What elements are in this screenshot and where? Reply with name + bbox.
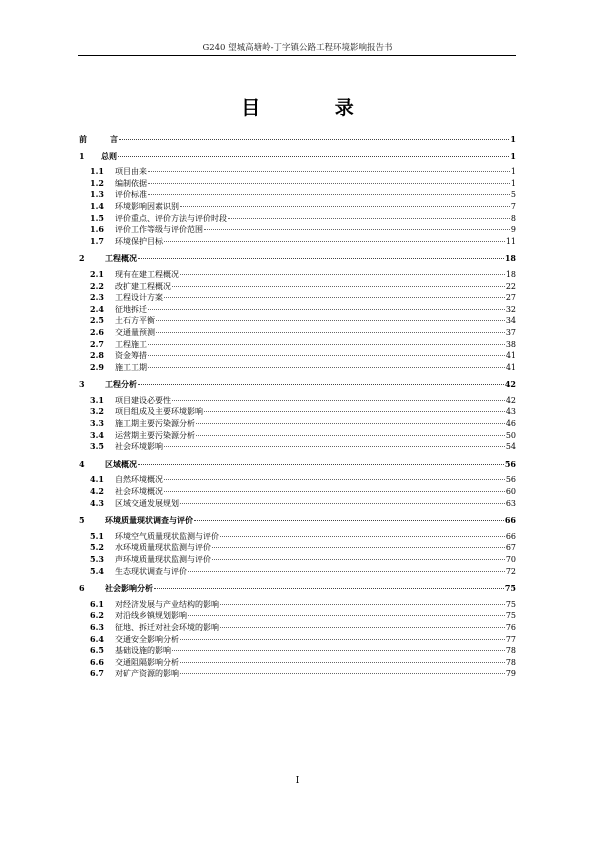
toc-entry-title: 运营期主要污染源分析 [115,430,195,440]
toc-entry-number: 2.3 [90,292,104,303]
toc-entry-number: 2.4 [90,303,104,314]
toc-entry-title: 评价工作等级与评价范围 [115,225,203,235]
toc-entry-title: 资金筹措 [115,351,147,361]
toc-entry-page: 18 [505,269,516,279]
dot-leader [180,662,505,663]
toc-entry-page: 34 [505,316,516,326]
toc-entry-number: 1.1 [90,166,104,177]
toc-entry-page: 75 [505,599,516,609]
toc-entry-page: 43 [505,407,516,417]
toc-entry-page: 63 [505,498,516,508]
toc-entry-page: 60 [505,487,516,497]
toc-entry-page: 77 [505,634,516,644]
toc-entry-number: 2.5 [90,315,104,326]
dot-leader [180,639,505,640]
toc-section-entry[interactable] [79,281,516,293]
dot-leader [180,503,505,504]
toc-entry-title: 项目建设必要性 [115,395,171,405]
toc-entry-title: 工程概况 [105,253,137,264]
toc-entry-page: 22 [505,281,516,291]
toc-entry-number: 3.5 [90,441,104,452]
toc-entry-number: 1 [79,150,85,161]
toc-section-entry[interactable] [79,430,516,442]
toc-entry-page: 1 [510,150,516,161]
toc-entry-number: 4.3 [90,497,104,508]
toc-entry-number: 3.3 [90,418,104,429]
running-header: G240 望城高塘岭-丁字镇公路工程环境影响报告书 [202,43,393,53]
toc-entry-title: 项目由来 [115,167,147,177]
dot-leader [148,367,505,368]
toc-section-entry[interactable] [79,486,516,498]
toc-entry-page: 50 [505,430,516,440]
toc-entry-number: 5.1 [90,530,104,541]
toc-entry-number: 1.3 [90,189,104,200]
toc-entry-number: 4.1 [90,474,104,485]
toc-entry-title: 对矿产资源的影响 [115,669,179,679]
toc-entry-number: 6 [79,583,85,594]
toc-entry-page: 7 [510,201,516,211]
toc-section-entry[interactable] [79,599,516,611]
toc-entry-number: 6.7 [90,668,104,679]
toc-entry-title: 交通阻隔影响分析 [115,657,179,667]
toc-entry-number: 1.7 [90,235,104,246]
toc-entry-title: 对沿线乡镇规划影响 [115,611,187,621]
toc-chapter-entry[interactable] [79,134,516,145]
toc-entry-title: 言 [110,134,118,144]
dot-leader [180,673,505,674]
dot-leader [204,229,510,230]
toc-entry-title: 征地、拆迁对社会环境的影响 [115,622,219,632]
dot-leader [196,423,505,424]
toc-section-entry[interactable] [79,645,516,657]
toc-entry-title: 工程设计方案 [115,293,163,303]
toc-section-entry[interactable] [79,498,516,510]
dot-leader [148,309,505,310]
toc-entry-title: 交通量预测 [115,327,155,337]
toc-entry-page: 78 [505,657,516,667]
toc-entry-number: 4 [79,458,85,469]
toc-section-entry[interactable] [79,668,516,680]
toc-entry-number: 5.3 [90,554,104,564]
dot-leader [156,332,505,333]
toc-entry-title: 征地拆迁 [115,304,147,314]
toc-entry-page: 72 [505,566,516,576]
toc-entry-title: 社会环境影响 [115,442,163,452]
toc-section-entry[interactable] [79,236,516,248]
toc-entry-number: 6.2 [90,610,104,621]
toc-entry-page: 54 [505,442,516,452]
toc-section-entry[interactable] [79,213,516,225]
toc-entry-title: 改扩建工程概况 [115,281,171,291]
toc-entry-page: 9 [510,225,516,235]
toc-section-entry[interactable] [79,634,516,646]
toc-entry-number: 1.4 [90,200,104,211]
toc-entry-page: 1 [510,178,516,188]
page-number: I [295,776,300,786]
toc-section-entry[interactable] [79,542,516,554]
toc-entry-number: 4.2 [90,486,104,497]
toc-entry-number: 6.3 [90,621,104,632]
dot-leader [164,297,505,298]
toc-section-entry[interactable] [79,406,516,418]
toc-entry-title: 环境保护目标 [115,236,163,246]
dot-leader [220,627,505,628]
toc-entry-page: 79 [505,669,516,679]
toc-section-entry[interactable] [79,166,516,178]
toc-section-entry[interactable] [79,292,516,304]
dot-leader [164,491,505,492]
dot-leader [188,615,505,616]
toc-entry-number: 3.1 [90,394,104,405]
toc-section-entry[interactable] [79,224,516,236]
toc-entry-number: 2.6 [90,326,104,337]
toc-entry-number: 2 [79,253,85,264]
dot-leader [196,435,505,436]
dot-leader [148,194,510,195]
toc-chapter-entry[interactable] [79,379,516,390]
toc-entry-page: 37 [505,327,516,337]
toc-section-entry[interactable] [79,474,516,486]
toc-entry-page: 5 [510,190,516,200]
toc-entry-number: 3 [79,379,85,390]
toc-entry-page: 46 [505,419,516,429]
dot-leader [164,479,505,480]
toc-entry-page: 41 [505,351,516,361]
dot-leader [118,156,509,157]
toc-entry-title: 区域交通发展规划 [115,498,179,508]
dot-leader [119,139,509,140]
toc-entry-title: 社会影响分析 [105,583,153,594]
toc-entry-number: 前 [79,134,87,144]
toc-entry-title: 工程施工 [115,339,147,349]
dot-leader [172,286,505,287]
toc-section-entry[interactable] [79,315,516,327]
toc-section-entry[interactable] [79,327,516,339]
dot-leader [148,355,505,356]
toc-entry-number: 5 [79,515,85,526]
toc-entry-number: 3.4 [90,429,104,440]
toc-chapter-entry[interactable] [79,515,516,526]
toc-chapter-entry[interactable] [79,253,516,264]
dot-leader [156,320,505,321]
toc-entry-title: 对经济发展与产业结构的影响 [115,599,219,609]
toc-entry-title: 评价重点、评价方法与评价时段 [115,213,227,223]
toc-entry-title: 现有在建工程概况 [115,269,179,279]
toc-entry-number: 1.6 [90,224,104,235]
dot-leader [220,604,505,605]
toc-section-entry[interactable] [79,418,516,430]
toc-entry-title: 水环境质量现状监测与评价 [115,543,211,553]
dot-leader [148,183,510,184]
toc-entry-number: 2.2 [90,280,104,291]
toc-entry-number: 2.1 [90,268,104,279]
dot-leader [188,571,505,572]
toc-section-entry[interactable] [79,441,516,453]
toc-entry-number: 5.2 [90,542,104,553]
toc-entry-page: 66 [504,515,516,526]
toc-entry-title: 编制依据 [115,178,147,188]
toc-section-entry[interactable] [79,339,516,351]
dot-leader [180,206,510,207]
dot-leader [180,274,505,275]
toc-section-entry[interactable] [79,531,516,543]
toc-entry-title: 环境空气质量现状监测与评价 [115,531,219,541]
toc-entry-page: 42 [505,395,516,405]
toc-entry-page: 41 [505,362,516,372]
dot-leader [164,241,505,242]
toc-entry-title: 交通安全影响分析 [115,634,179,644]
toc-chapter-entry[interactable] [79,151,516,162]
toc-chapter-entry[interactable] [79,459,516,470]
toc-entry-page: 8 [510,213,516,223]
toc-entry-page: 38 [505,339,516,349]
toc-entry-title: 声环境质量现状监测与评价 [115,555,211,564]
toc-section-entry[interactable] [79,395,516,407]
toc-entry-number: 3.2 [90,406,104,417]
dot-leader [172,650,505,651]
toc-entry-title: 环境质量现状调查与评价 [105,515,193,526]
toc-entry-page: 1 [510,167,516,177]
toc-entry-page: 66 [505,531,516,541]
toc-entry-page: 67 [505,543,516,553]
toc-entry-title: 环境影响因素识别 [115,201,179,211]
toc-entry-number: 6.1 [90,598,104,609]
toc-entry-page: 76 [505,622,516,632]
dot-leader [220,536,505,537]
toc-entry-page: 1 [510,134,516,144]
toc-entry-page: 42 [504,379,516,390]
dot-leader [148,344,505,345]
toc-entry-title: 社会环境概况 [115,487,163,497]
toc-entry-title: 生态现状调查与评价 [115,566,187,576]
toc-section-entry[interactable] [79,178,516,190]
page-title: 目 录 [241,97,388,119]
toc-entry-number: 5.4 [90,565,104,576]
toc-entry-number: 2.8 [90,350,104,361]
toc-entry-title: 土石方平衡 [115,316,155,326]
dot-leader [212,547,505,548]
dot-leader [172,400,505,401]
dot-leader [138,258,504,259]
toc-entry-page: 32 [505,304,516,314]
toc-entry-title: 自然环境概况 [115,475,163,485]
dot-leader [194,520,504,521]
toc-section-entry[interactable] [79,566,516,578]
dot-leader [204,411,505,412]
toc-section-entry[interactable] [79,610,516,622]
toc-entry-page: 11 [505,236,516,246]
dot-leader [212,559,505,560]
toc-entry-number: 1.2 [90,177,104,188]
toc-section-entry[interactable] [79,304,516,316]
toc-section-entry[interactable] [79,201,516,213]
toc-entry-number: 6.4 [90,633,104,644]
header-divider [78,55,516,56]
toc-entry-page: 18 [504,253,516,264]
toc-entry-page: 78 [505,646,516,656]
toc-entry-page: 56 [504,458,516,469]
toc-entry-page: 56 [505,475,516,485]
toc-entry-title: 基础设施的影响 [115,646,171,656]
toc-section-entry[interactable] [79,554,516,566]
toc-entry-title: 区域概况 [105,458,137,469]
toc-section-entry[interactable] [79,362,516,374]
toc-section-entry[interactable] [79,350,516,362]
dot-leader [138,384,504,385]
toc-entry-page: 75 [504,583,516,594]
dot-leader [138,464,504,465]
dot-leader [148,171,510,172]
toc-entry-title: 施工期主要污染源分析 [115,419,195,429]
toc-entry-title: 项目组成及主要环境影响 [115,407,203,417]
toc-entry-number: 1.5 [90,212,104,223]
toc-entry-page: 27 [505,293,516,303]
toc-chapter-entry[interactable] [79,583,516,594]
toc-section-entry[interactable] [79,657,516,669]
toc-entry-number: 2.9 [90,361,104,372]
toc-entry-number: 6.5 [90,645,104,656]
toc-entry-title: 评价标准 [115,190,147,200]
toc-entry-page: 70 [505,555,516,564]
toc-entry-title: 工程分析 [105,379,137,390]
toc-entry-number: 6.6 [90,656,104,667]
dot-leader [164,446,505,447]
toc-section-entry[interactable] [79,189,516,201]
toc-entry-number: 2.7 [90,338,104,349]
toc-section-entry[interactable] [79,622,516,634]
dot-leader [154,588,504,589]
toc-entry-page: 75 [505,611,516,621]
dot-leader [228,218,510,219]
table-of-contents [79,134,516,680]
toc-entry-title: 施工工期 [115,362,147,372]
toc-section-entry[interactable] [79,269,516,281]
toc-entry-title: 总则 [101,150,117,161]
